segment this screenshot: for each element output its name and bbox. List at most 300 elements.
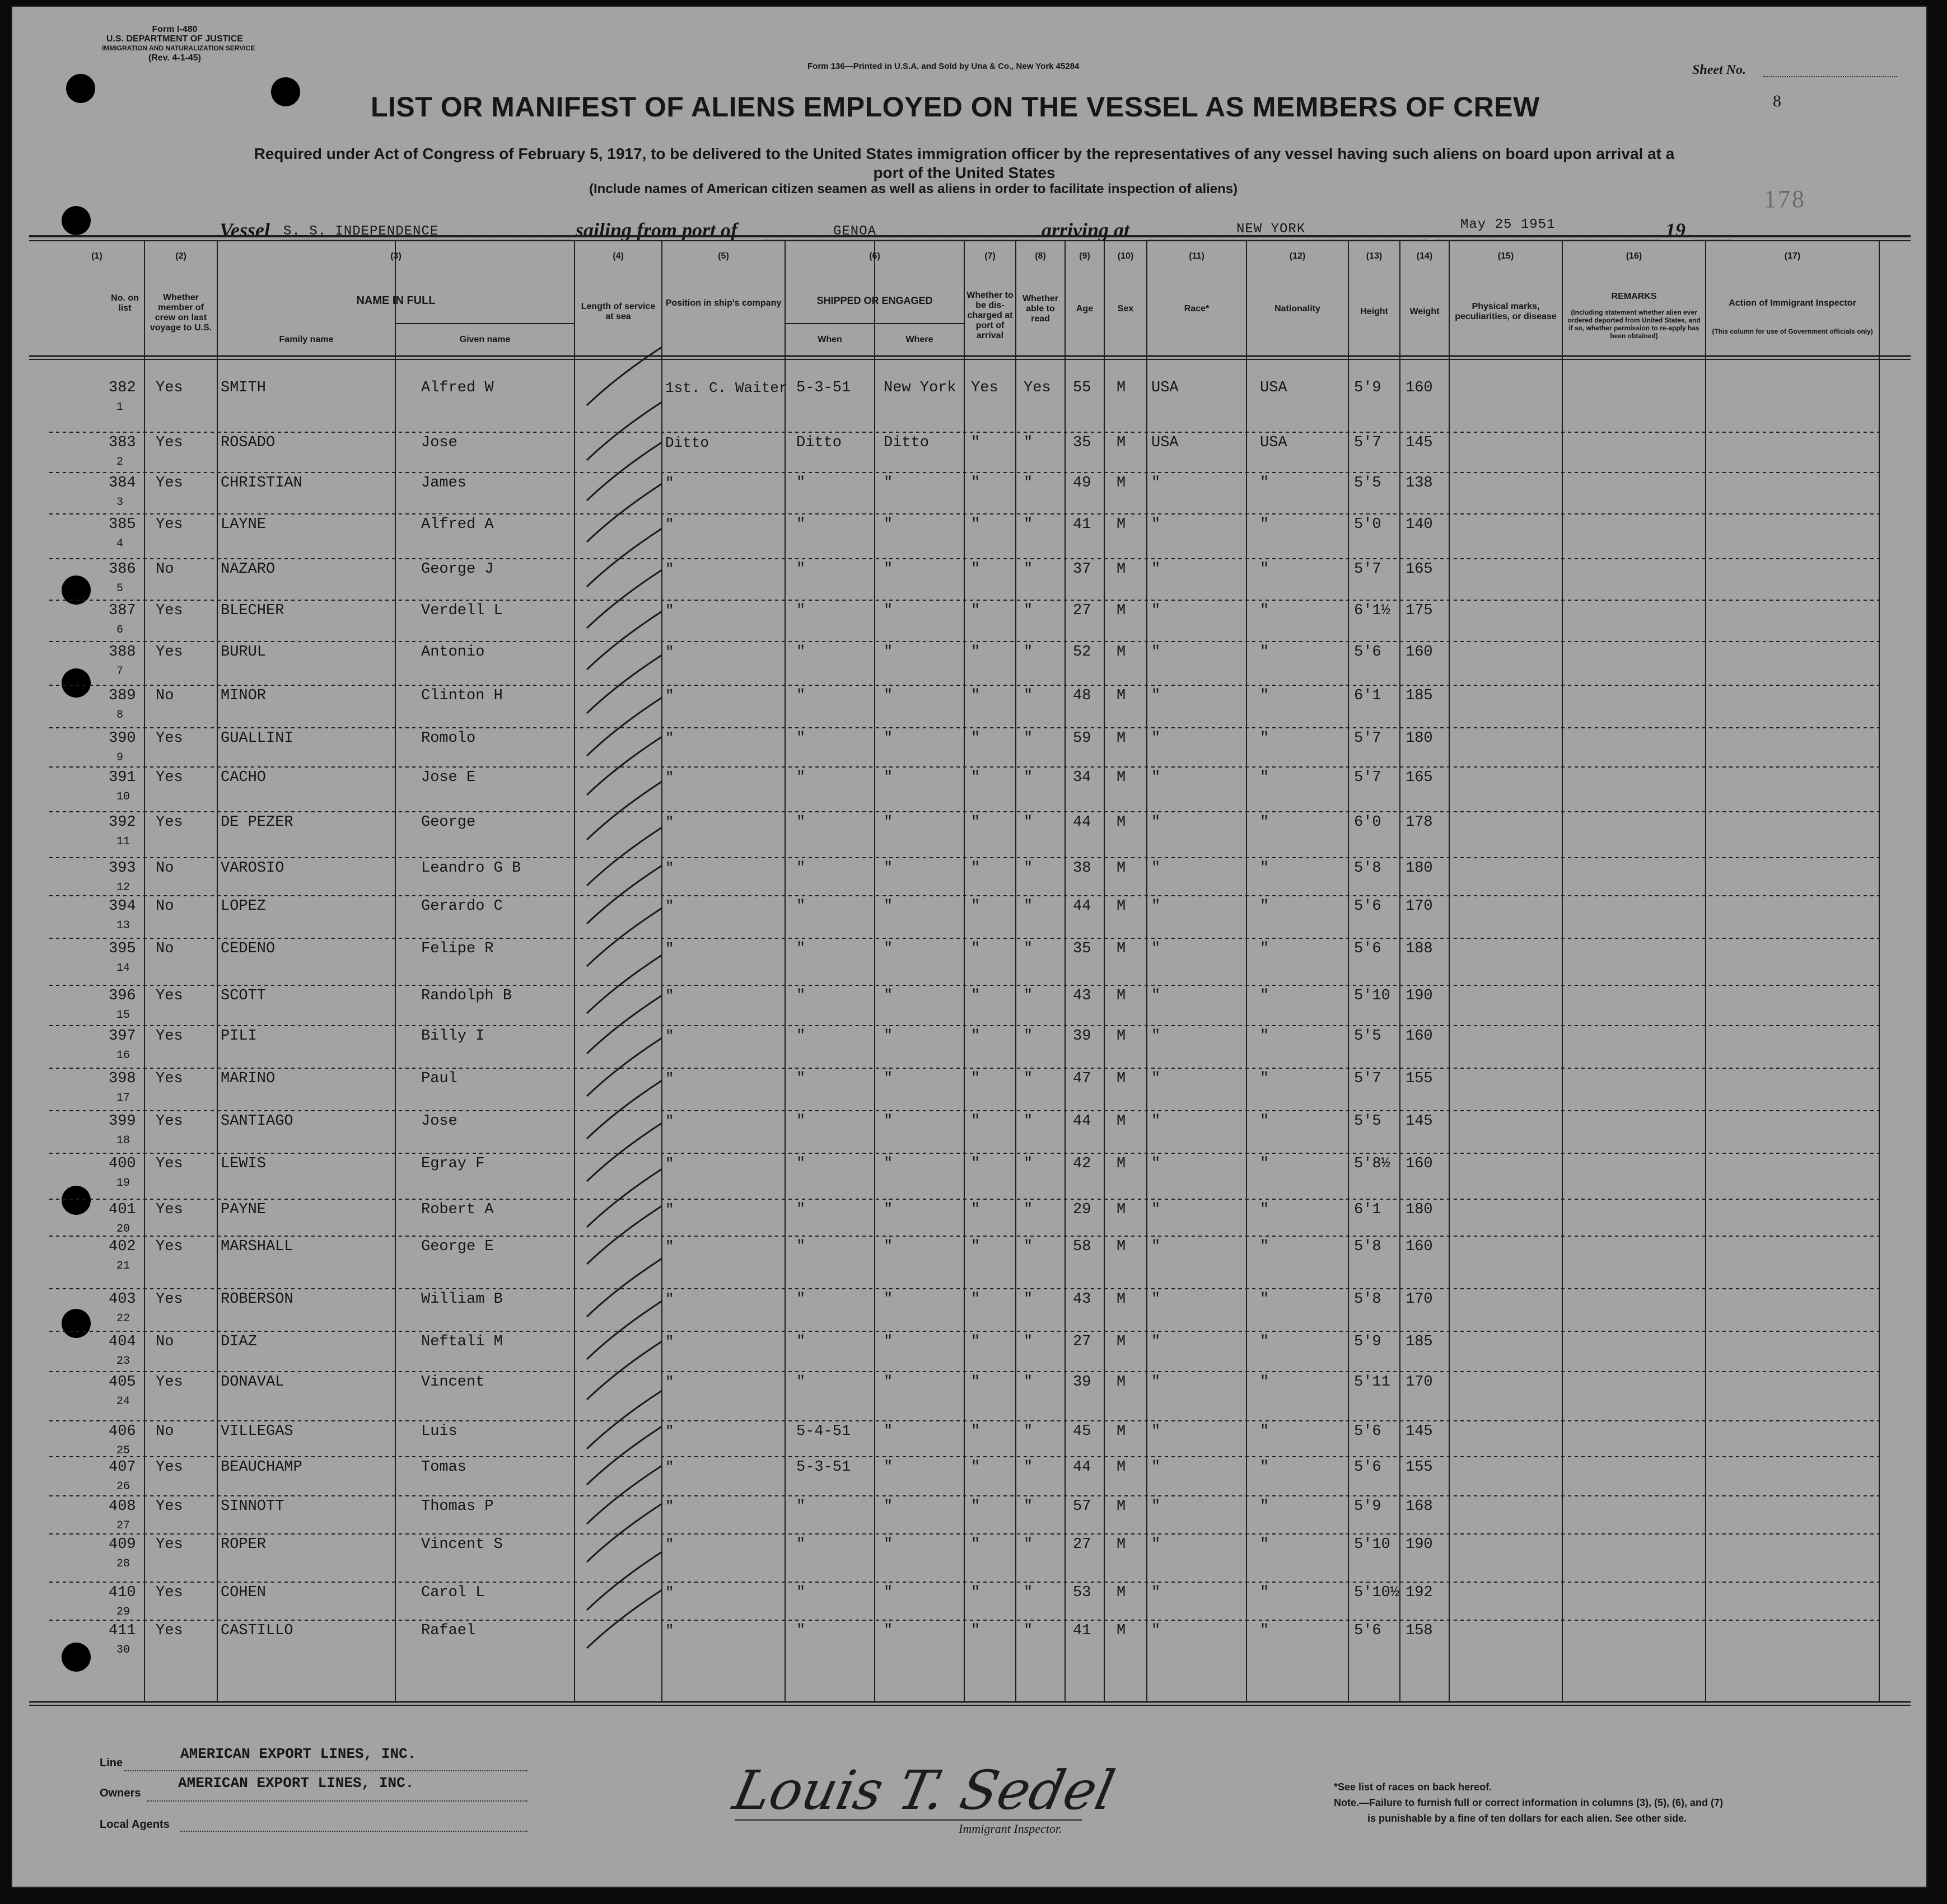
- column-number: (9): [1079, 251, 1090, 261]
- row-able-to-read: ": [1024, 1459, 1033, 1476]
- header-remarks-note: (Including statement whether alien ever ordered deported from United States, and if so, whether permission to re-apply has been obtained): [1567, 308, 1701, 340]
- row-where: ": [884, 1238, 893, 1255]
- row-height: 5'5: [1354, 475, 1381, 492]
- row-sex: M: [1117, 1498, 1126, 1515]
- row-last-voyage: No: [156, 860, 174, 877]
- penalty-note-2: is punishable by a fine of ten dollars for each alien. See other side.: [1367, 1813, 1687, 1824]
- row-no: 383: [109, 434, 136, 451]
- row-last-voyage: Yes: [156, 516, 183, 533]
- row-when: ": [796, 769, 806, 786]
- header-nationality: Nationality: [1274, 304, 1320, 314]
- row-discharged: ": [971, 1156, 980, 1172]
- row-nationality: ": [1260, 1238, 1269, 1255]
- service-slash-mark: [587, 1301, 662, 1359]
- row-where: ": [884, 602, 893, 619]
- row-position: ": [665, 1156, 674, 1172]
- row-no: 389: [109, 687, 136, 704]
- sheet-label: Sheet No.: [1692, 63, 1746, 77]
- row-given-name: Thomas P: [421, 1498, 494, 1515]
- row-height: 6'1½: [1354, 602, 1390, 619]
- row-last-voyage: Yes: [156, 380, 183, 396]
- row-given-name: Alfred W: [421, 380, 494, 396]
- row-weight: 145: [1406, 1423, 1433, 1440]
- year-label: 19: [1665, 219, 1685, 241]
- row-no: 382: [109, 380, 136, 396]
- header-no-on-list: No. on list: [111, 293, 139, 313]
- row-when: 5-3-51: [796, 380, 851, 396]
- row-discharged: ": [971, 1374, 980, 1391]
- row-able-to-read: ": [1024, 1291, 1033, 1308]
- row-no: 406: [109, 1423, 136, 1440]
- row-where: ": [884, 1536, 893, 1553]
- row-no: 391: [109, 769, 136, 786]
- row-given-name: Antonio: [421, 644, 485, 661]
- row-when: ": [796, 1238, 806, 1255]
- row-height: 6'1: [1354, 687, 1381, 704]
- row-height: 5'6: [1354, 898, 1381, 915]
- row-family-name: BLECHER: [221, 602, 284, 619]
- row-where: Ditto: [884, 434, 930, 451]
- row-age: 59: [1073, 730, 1091, 747]
- row-race: USA: [1151, 380, 1179, 396]
- row-height: 5'5: [1354, 1113, 1381, 1130]
- row-nationality: ": [1260, 475, 1269, 492]
- row-weight: 185: [1406, 687, 1433, 704]
- row-discharged: ": [971, 860, 980, 877]
- row-race: ": [1151, 730, 1161, 747]
- row-nationality: ": [1260, 1498, 1269, 1515]
- row-weight: 170: [1406, 1374, 1433, 1391]
- row-when: ": [796, 1113, 806, 1130]
- row-family-name: DIAZ: [221, 1334, 257, 1350]
- row-race: ": [1151, 1201, 1161, 1218]
- row-when: ": [796, 988, 806, 1004]
- service: IMMIGRATION AND NATURALIZATION SERVICE: [102, 44, 255, 52]
- row-height: 6'0: [1354, 814, 1381, 831]
- row-given-name: Randolph B: [421, 988, 512, 1004]
- header-sex: Sex: [1117, 304, 1134, 314]
- row-seq: 25: [116, 1444, 130, 1457]
- row-sex: M: [1117, 602, 1126, 619]
- row-sex: M: [1117, 814, 1126, 831]
- row-race: ": [1151, 561, 1161, 578]
- row-discharged: ": [971, 516, 980, 533]
- row-last-voyage: Yes: [156, 1070, 183, 1087]
- row-height: 5'8: [1354, 1238, 1381, 1255]
- row-last-voyage: No: [156, 898, 174, 915]
- row-sex: M: [1117, 941, 1126, 957]
- row-nationality: ": [1260, 898, 1269, 915]
- row-able-to-read: Yes: [1024, 380, 1051, 396]
- service-slash-mark: [587, 698, 662, 756]
- row-given-name: Alfred A: [421, 516, 494, 533]
- row-height: 5'6: [1354, 1459, 1381, 1476]
- row-position: ": [665, 1584, 674, 1601]
- row-nationality: ": [1260, 644, 1269, 661]
- row-age: 39: [1073, 1374, 1091, 1391]
- row-sex: M: [1117, 380, 1126, 396]
- row-last-voyage: Yes: [156, 1584, 183, 1601]
- row-weight: 180: [1406, 1201, 1433, 1218]
- row-able-to-read: ": [1024, 1334, 1033, 1350]
- service-slash-mark: [587, 611, 662, 670]
- header-race: Race*: [1184, 304, 1210, 314]
- row-weight: 160: [1406, 1028, 1433, 1045]
- row-seq: 18: [116, 1134, 130, 1147]
- row-family-name: BURUL: [221, 644, 267, 661]
- row-seq: 20: [116, 1223, 130, 1236]
- row-nationality: ": [1260, 1070, 1269, 1087]
- row-where: ": [884, 1156, 893, 1172]
- row-age: 27: [1073, 602, 1091, 619]
- row-given-name: Verdell L: [421, 602, 503, 619]
- row-discharged: ": [971, 1028, 980, 1045]
- row-given-name: Clinton H: [421, 687, 503, 704]
- service-slash-mark: [587, 1341, 662, 1400]
- service-slash-mark: [587, 782, 662, 840]
- row-age: 52: [1073, 644, 1091, 661]
- row-given-name: George J: [421, 561, 494, 578]
- manifest-sheet: [11, 6, 1927, 1888]
- row-given-name: Gerardo C: [421, 898, 503, 915]
- row-discharged: ": [971, 769, 980, 786]
- row-nationality: ": [1260, 941, 1269, 957]
- column-number: (7): [984, 251, 996, 261]
- vessel-value: S. S. INDEPENDENCE: [283, 224, 439, 239]
- row-age: 42: [1073, 1156, 1091, 1172]
- row-last-voyage: Yes: [156, 988, 183, 1004]
- row-race: ": [1151, 1070, 1161, 1087]
- row-no: 409: [109, 1536, 136, 1553]
- header-weight: Weight: [1409, 307, 1440, 316]
- row-discharged: ": [971, 475, 980, 492]
- row-sex: M: [1117, 1291, 1126, 1308]
- row-sex: M: [1117, 1028, 1126, 1045]
- row-discharged: ": [971, 1291, 980, 1308]
- row-last-voyage: Yes: [156, 730, 183, 747]
- row-sex: M: [1117, 434, 1126, 451]
- row-family-name: SMITH: [221, 380, 267, 396]
- row-family-name: PILI: [221, 1028, 257, 1045]
- row-no: 408: [109, 1498, 136, 1515]
- row-race: ": [1151, 687, 1161, 704]
- row-discharged: ": [971, 434, 980, 451]
- row-position: ": [665, 860, 674, 877]
- row-nationality: ": [1260, 730, 1269, 747]
- row-given-name: Leandro G B: [421, 860, 521, 877]
- row-position: ": [665, 1423, 674, 1440]
- row-when: ": [796, 687, 806, 704]
- row-where: ": [884, 1070, 893, 1087]
- row-given-name: Jose: [421, 1113, 457, 1130]
- row-sex: M: [1117, 1536, 1126, 1553]
- column-number: (4): [613, 251, 624, 261]
- row-age: 44: [1073, 1459, 1091, 1476]
- row-family-name: MINOR: [221, 687, 267, 704]
- row-sex: M: [1117, 1459, 1126, 1476]
- row-when: ": [796, 1374, 806, 1391]
- row-nationality: ": [1260, 1459, 1269, 1476]
- row-given-name: James: [421, 475, 467, 492]
- row-sex: M: [1117, 561, 1126, 578]
- row-last-voyage: Yes: [156, 1201, 183, 1218]
- row-age: 41: [1073, 516, 1091, 533]
- row-when: ": [796, 475, 806, 492]
- row-able-to-read: ": [1024, 1536, 1033, 1553]
- column-number: (1): [91, 251, 102, 261]
- row-no: 396: [109, 988, 136, 1004]
- row-nationality: ": [1260, 814, 1269, 831]
- row-age: 55: [1073, 380, 1091, 396]
- row-where: ": [884, 1423, 893, 1440]
- row-age: 34: [1073, 769, 1091, 786]
- row-able-to-read: ": [1024, 1622, 1033, 1639]
- sheet-number: 8: [1773, 92, 1781, 110]
- column-number: (12): [1289, 251, 1306, 261]
- row-last-voyage: No: [156, 1334, 174, 1350]
- row-discharged: ": [971, 1070, 980, 1087]
- row-given-name: Egray F: [421, 1156, 485, 1172]
- row-seq: 11: [116, 835, 130, 848]
- row-nationality: ": [1260, 561, 1269, 578]
- row-race: ": [1151, 1156, 1161, 1172]
- row-family-name: LAYNE: [221, 516, 267, 533]
- row-last-voyage: Yes: [156, 1238, 183, 1255]
- row-discharged: ": [971, 730, 980, 747]
- row-last-voyage: Yes: [156, 1291, 183, 1308]
- row-weight: 165: [1406, 561, 1433, 578]
- row-nationality: ": [1260, 1622, 1269, 1639]
- row-position: ": [665, 1291, 674, 1308]
- column-number: (11): [1189, 251, 1204, 261]
- header-family-name: Family name: [279, 335, 334, 344]
- row-age: 27: [1073, 1536, 1091, 1553]
- header-shipped-engaged: SHIPPED OR ENGAGED: [816, 295, 933, 306]
- row-height: 5'6: [1354, 1423, 1381, 1440]
- row-race: ": [1151, 1584, 1161, 1601]
- row-position: ": [665, 1498, 674, 1515]
- row-race: ": [1151, 860, 1161, 877]
- row-height: 5'8½: [1354, 1156, 1390, 1172]
- row-seq: 7: [116, 665, 124, 678]
- service-slash-mark: [587, 827, 662, 886]
- row-position: ": [665, 941, 674, 957]
- row-last-voyage: No: [156, 941, 174, 957]
- row-given-name: George E: [421, 1238, 494, 1255]
- row-family-name: CASTILLO: [221, 1622, 293, 1639]
- row-where: ": [884, 1201, 893, 1218]
- row-nationality: ": [1260, 1584, 1269, 1601]
- row-last-voyage: Yes: [156, 602, 183, 619]
- row-when: ": [796, 1334, 806, 1350]
- row-given-name: Neftali M: [421, 1334, 503, 1350]
- row-height: 5'11: [1354, 1374, 1390, 1391]
- row-nationality: ": [1260, 1423, 1269, 1440]
- row-discharged: ": [971, 1498, 980, 1515]
- owners-underline: [147, 1800, 527, 1802]
- row-nationality: ": [1260, 1536, 1269, 1553]
- row-given-name: Rafael: [421, 1622, 476, 1639]
- row-able-to-read: ": [1024, 898, 1033, 915]
- row-height: 5'6: [1354, 941, 1381, 957]
- row-when: Ditto: [796, 434, 842, 451]
- row-sex: M: [1117, 1622, 1126, 1639]
- row-race: ": [1151, 814, 1161, 831]
- column-number: (3): [390, 251, 401, 261]
- row-discharged: ": [971, 941, 980, 957]
- row-where: ": [884, 898, 893, 915]
- header-age: Age: [1076, 304, 1094, 314]
- row-last-voyage: Yes: [156, 1498, 183, 1515]
- row-when: ": [796, 898, 806, 915]
- column-number: (8): [1035, 251, 1046, 261]
- row-position: ": [665, 1459, 674, 1476]
- row-seq: 10: [116, 790, 130, 803]
- row-where: ": [884, 475, 893, 492]
- row-seq: 19: [116, 1177, 130, 1190]
- row-last-voyage: Yes: [156, 644, 183, 661]
- row-where: ": [884, 769, 893, 786]
- requirement-line1: Required under Act of Congress of February 5, 1917, to be delivered to the United States immigration officer by the representatives of any vessel having such aliens on board upon arrival at a: [254, 145, 1675, 162]
- row-nationality: ": [1260, 687, 1269, 704]
- row-sex: M: [1117, 1334, 1126, 1350]
- agents-label: Local Agents: [100, 1818, 170, 1831]
- row-able-to-read: ": [1024, 1113, 1033, 1130]
- row-seq: 16: [116, 1049, 130, 1062]
- row-when: 5-4-51: [796, 1423, 851, 1440]
- row-weight: 188: [1406, 941, 1433, 957]
- header-when: When: [818, 335, 842, 344]
- row-family-name: VILLEGAS: [221, 1423, 293, 1440]
- row-seq: 3: [116, 496, 124, 509]
- row-discharged: ": [971, 1238, 980, 1255]
- row-weight: 138: [1406, 475, 1433, 492]
- row-nationality: USA: [1260, 434, 1287, 451]
- row-able-to-read: ": [1024, 1423, 1033, 1440]
- row-position: ": [665, 1070, 674, 1087]
- row-age: 44: [1073, 814, 1091, 831]
- row-given-name: Robert A: [421, 1201, 494, 1218]
- row-age: 58: [1073, 1238, 1091, 1255]
- row-family-name: LEWIS: [221, 1156, 267, 1172]
- row-position: ": [665, 1201, 674, 1218]
- row-sex: M: [1117, 988, 1126, 1004]
- row-weight: 192: [1406, 1584, 1433, 1601]
- row-able-to-read: ": [1024, 602, 1033, 619]
- row-able-to-read: ": [1024, 1201, 1033, 1218]
- service-slash-mark: [587, 1123, 662, 1181]
- service-slash-mark: [587, 484, 662, 542]
- service-slash-mark: [587, 955, 662, 1013]
- service-slash-mark: [587, 1426, 662, 1485]
- row-nationality: ": [1260, 1156, 1269, 1172]
- column-number: (15): [1497, 251, 1514, 261]
- row-position: ": [665, 602, 674, 619]
- row-when: ": [796, 516, 806, 533]
- row-race: ": [1151, 988, 1161, 1004]
- row-discharged: ": [971, 561, 980, 578]
- header-remarks: REMARKS: [1611, 292, 1657, 301]
- row-given-name: Romolo: [421, 730, 476, 747]
- row-seq: 21: [116, 1260, 130, 1273]
- row-race: ": [1151, 602, 1161, 619]
- penalty-note-1: Note.—Failure to furnish full or correct information in columns (3), (5), (6), and (7): [1334, 1797, 1724, 1808]
- row-position: ": [665, 1028, 674, 1045]
- row-when: ": [796, 1201, 806, 1218]
- row-race: ": [1151, 1423, 1161, 1440]
- row-discharged: ": [971, 687, 980, 704]
- row-last-voyage: No: [156, 1423, 174, 1440]
- header-physical-marks: Physical marks, peculiarities, or disease: [1455, 302, 1557, 321]
- row-no: 393: [109, 860, 136, 877]
- row-seq: 2: [116, 456, 124, 469]
- header-name-in-full: NAME IN FULL: [356, 294, 436, 307]
- row-family-name: COHEN: [221, 1584, 267, 1601]
- header-position: Position in ship's company: [665, 298, 782, 308]
- row-last-voyage: Yes: [156, 1536, 183, 1553]
- service-slash-mark: [587, 1552, 662, 1610]
- service-slash-mark: [587, 1391, 662, 1449]
- row-race: ": [1151, 898, 1161, 915]
- row-seq: 29: [116, 1606, 130, 1618]
- row-seq: 15: [116, 1009, 130, 1022]
- row-where: ": [884, 988, 893, 1004]
- stamp-number: 178: [1764, 185, 1806, 213]
- row-seq: 30: [116, 1644, 130, 1657]
- row-where: New York: [884, 380, 956, 396]
- row-height: 5'7: [1354, 434, 1381, 451]
- row-age: 37: [1073, 561, 1091, 578]
- row-no: 399: [109, 1113, 136, 1130]
- row-weight: 160: [1406, 644, 1433, 661]
- row-when: ": [796, 561, 806, 578]
- row-height: 5'7: [1354, 769, 1381, 786]
- row-age: 44: [1073, 898, 1091, 915]
- row-able-to-read: ": [1024, 988, 1033, 1004]
- edition: (Rev. 4-1-45): [148, 53, 201, 63]
- service-slash-mark: [587, 1206, 662, 1264]
- row-able-to-read: ": [1024, 475, 1033, 492]
- row-age: 44: [1073, 1113, 1091, 1130]
- row-seq: 5: [116, 582, 124, 595]
- row-where: ": [884, 687, 893, 704]
- row-when: ": [796, 941, 806, 957]
- row-age: 35: [1073, 434, 1091, 451]
- row-age: 35: [1073, 941, 1091, 957]
- row-age: 38: [1073, 860, 1091, 877]
- row-race: ": [1151, 1238, 1161, 1255]
- service-slash-mark: [587, 1169, 662, 1227]
- row-race: ": [1151, 644, 1161, 661]
- row-last-voyage: Yes: [156, 1113, 183, 1130]
- row-race: ": [1151, 1028, 1161, 1045]
- service-slash-mark: [587, 908, 662, 966]
- row-sex: M: [1117, 1113, 1126, 1130]
- row-no: 386: [109, 561, 136, 578]
- header-length-of-service: Length of service at sea: [581, 302, 656, 321]
- row-height: 5'7: [1354, 561, 1381, 578]
- row-weight: 180: [1406, 860, 1433, 877]
- row-age: 57: [1073, 1498, 1091, 1515]
- row-given-name: William B: [421, 1291, 503, 1308]
- row-family-name: MARSHALL: [221, 1238, 293, 1255]
- row-able-to-read: ": [1024, 516, 1033, 533]
- row-position: ": [665, 475, 674, 492]
- header-where: Where: [905, 335, 933, 344]
- row-able-to-read: ": [1024, 1070, 1033, 1087]
- row-age: 41: [1073, 1622, 1091, 1639]
- row-family-name: DE PEZER: [221, 814, 293, 831]
